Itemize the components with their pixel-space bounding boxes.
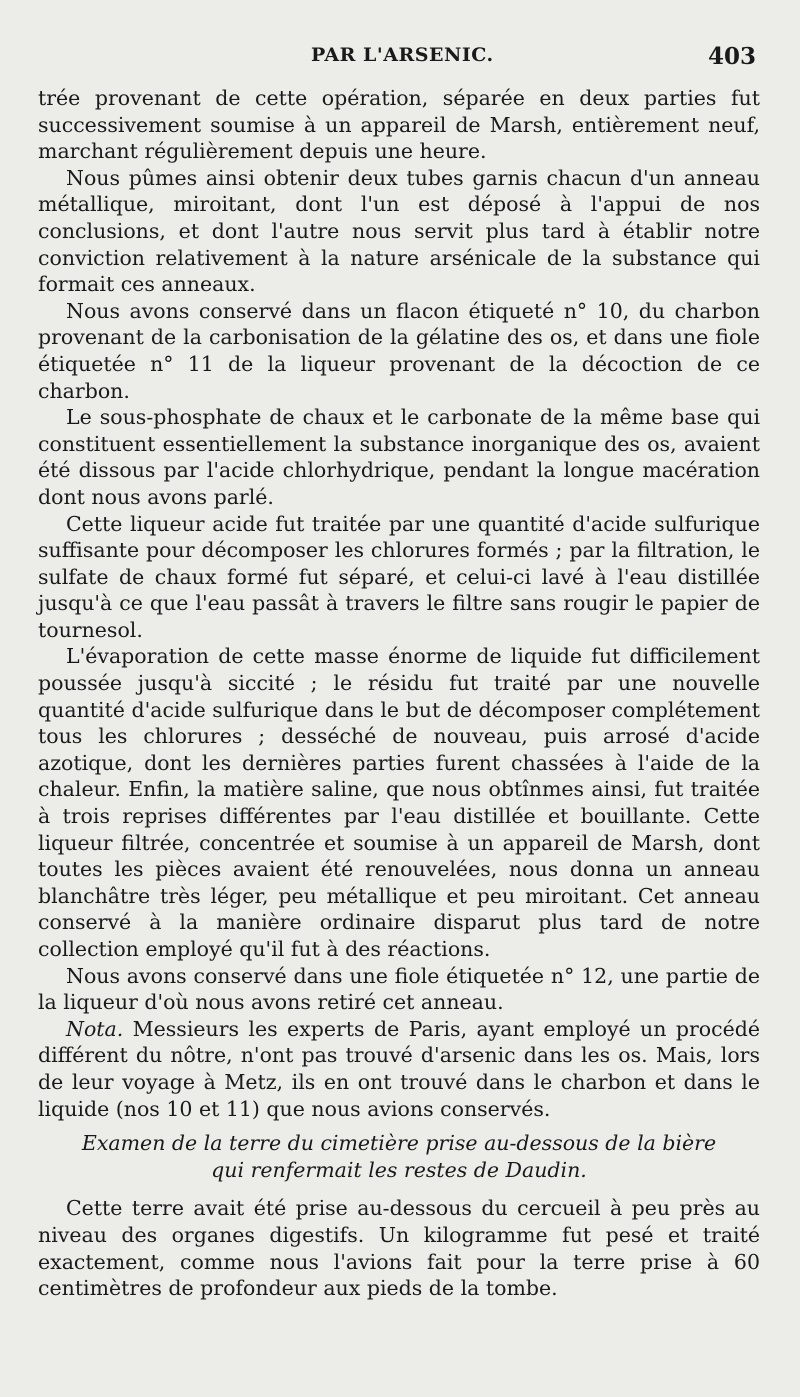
paragraph: trée provenant de cette opération, séparée en deux parties fut successivement soumise à un appareil de Marsh, entièrement neuf, marchant régulièrement depuis une heure.	[38, 86, 760, 164]
nota-text: Messieurs les experts de Paris, ayant employé un procédé différent du nôtre, n'ont pas trouvé d'arsenic dans les os. Mais, lors de leur voyage à Metz, ils en ont trouvé dans le charbon et dans le liquide (nos 10 et 11) que nous avions conservés.	[38, 1016, 760, 1121]
page-header	[0, 44, 800, 74]
paragraph: Nous pûmes ainsi obtenir deux tubes garnis chacun d'un anneau métallique, miroitant, dont l'un est déposé à l'appui de nos conclusions, et dont l'autre nous servit plus tard à établir notre conviction relativement à la nature arsénicale de la substance qui formait ces anneaux.	[38, 165, 760, 297]
paragraph: L'évaporation de cette masse énorme de liquide fut difficilement poussée jusqu'à siccité ; le résidu fut traité par une nouvelle quantité d'acide sulfurique dans le but de décomposer complétement tous les chlorures ; desséché de nouveau, puis arrosé d'acide azotique, dont les dernières parties furent chassées à l'aide de la chaleur. Enfin, la matière saline, que nous obtînmes ainsi, fut traitée à trois reprises différentes par l'eau distillée et bouillante. Cette liqueur filtrée, concentrée et soumise à un appareil de Marsh, dont toutes les pièces avaient été renouvelées, nous donna un anneau blanchâtre très léger, peu métallique et peu miroitant. Cet anneau conservé à la manière ordinaire disparut plus tard de notre collection employé qu'il fut à des réactions.	[38, 644, 760, 961]
page-number: 403	[707, 43, 756, 70]
paragraph: Cette liqueur acide fut traitée par une quantité d'acide sulfurique suffisante pour décomposer les chlorures formés ; par la filtration, le sulfate de chaux formé fut séparé, et celui-ci lavé à l'eau distillée jusqu'à ce que l'eau passât à travers le filtre sans rougir le papier de tournesol.	[38, 511, 760, 642]
paragraph: Nous avons conservé dans une fiole étiquetée n° 12, une partie de la liqueur d'où nous avons retiré cet anneau.	[38, 963, 760, 1015]
body-text	[38, 85, 760, 1302]
nota-label: Nota.	[66, 1016, 124, 1041]
paragraph: Nous avons conservé dans un flacon étiqueté n° 10, du charbon provenant de la carbonisation de la gélatine des os, et dans une fiole étiquetée n° 11 de la liqueur provenant de la décoction de ce charbon.	[38, 298, 760, 403]
running-title: PAR L'ARSENIC.	[311, 44, 494, 66]
paragraph: Cette terre avait été prise au-dessous du cercueil à peu près au niveau des organes digestifs. Un kilogramme fut pesé et traité exactement, comme nous l'avions fait pour la terre prise à 60 centimètres de profondeur aux pieds de la tombe.	[38, 1196, 760, 1301]
section-heading: Examen de la terre du cimetière prise au-dessous de la bière qui renfermait les restes de Daudin.	[81, 1131, 717, 1182]
nota-paragraph	[38, 1016, 760, 1122]
paragraph: Le sous-phosphate de chaux et le carbonate de la même base qui constituent essentiellement la substance inorganique des os, avaient été dissous par l'acide chlorhydrique, pendant la longue macération dont nous avons parlé.	[38, 405, 760, 509]
